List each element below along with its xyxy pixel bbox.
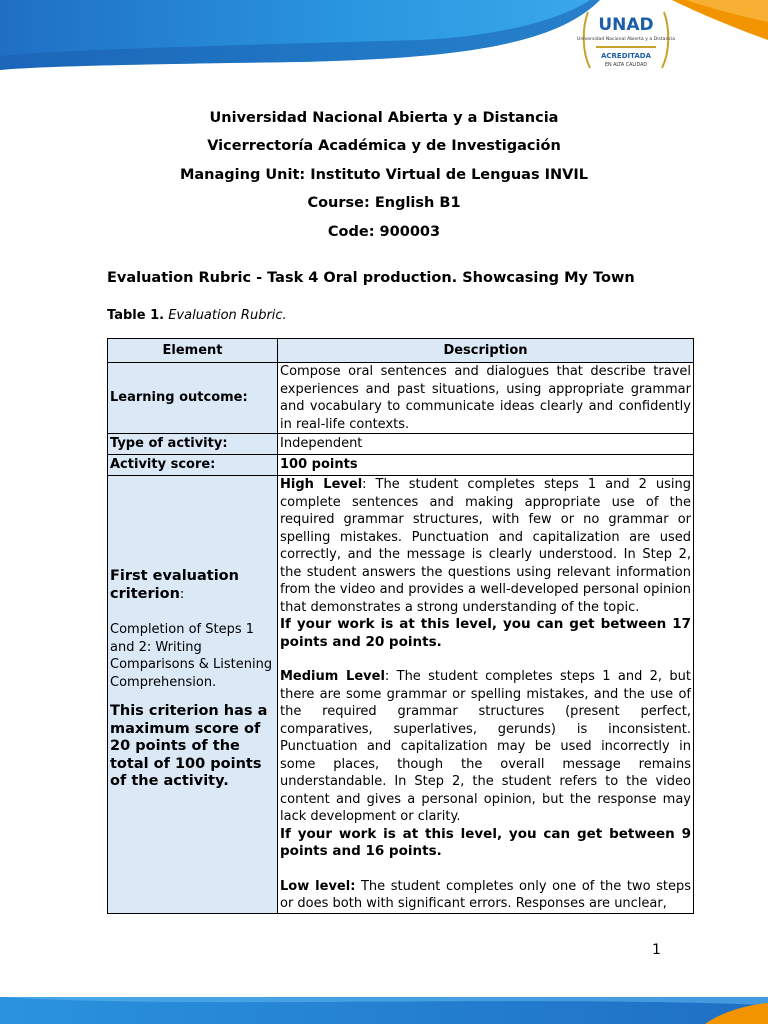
criterion-subtitle: Completion of Steps 1 and 2: Writing Comparisons & Listening Comprehension. bbox=[110, 622, 273, 690]
medium-level-points: If your work is at this level, you can get between 9 points and 16 points. bbox=[280, 825, 691, 859]
bottom-banner bbox=[0, 995, 768, 1024]
unad-logo bbox=[576, 8, 676, 74]
high-level-block bbox=[280, 476, 691, 616]
page-number: 1 bbox=[652, 942, 661, 958]
caption-text: Evaluation Rubric. bbox=[168, 308, 287, 323]
logo-wordmark: UNAD bbox=[598, 15, 654, 35]
header-element: Element bbox=[108, 339, 278, 363]
learning-outcome-label: Learning outcome: bbox=[108, 363, 278, 434]
task-title: Evaluation Rubric - Task 4 Oral production. Showcasing My Town bbox=[107, 270, 635, 286]
course-name: Course: English B1 bbox=[307, 195, 461, 211]
criterion-max-score: This criterion has a maximum score of 20 points of the total of 100 points of the activity. bbox=[110, 703, 268, 789]
activity-score-label: Activity score: bbox=[108, 455, 278, 476]
logo-badge: ACREDITADA bbox=[600, 52, 652, 60]
high-level-text: : The student completes steps 1 and 2 using complete sentences and making appropriate use of the required grammar structures, with few or no grammar or spelling mistakes. Punctuation and capitalization are used correctly, and the message is clearly understood. In Step 2, the student answers the questions using relevant information from the video and provides a well-developed personal opinion that demonstrates a strong understanding of the topic. bbox=[280, 477, 691, 615]
criterion-title: First evaluation criterion bbox=[110, 568, 239, 602]
low-level-label: Low level: bbox=[280, 878, 356, 894]
medium-level-text: : The student completes steps 1 and 2, but there are some grammar or spelling mistakes, and the use of the required grammar structures (present perfect, comparatives, superlatives, gerunds) is inconsistent. Punctuation and capitalization may be used incorrectly in some places, though the overall message remains understandable. In Step 2, the student refers to the video content and gives a personal opinion, but the response may lack development or clarity. bbox=[280, 669, 691, 824]
caption-label: Table 1. bbox=[107, 308, 165, 323]
type-of-activity-label: Type of activity: bbox=[108, 434, 278, 455]
high-level-points: If your work is at this level, you can get between 17 points and 20 points. bbox=[280, 616, 691, 650]
learning-outcome-value: Compose oral sentences and dialogues that describe travel experiences and past situations, using appropriate grammar and vocabulary to communicate ideas clearly and confidently in real-life contexts. bbox=[278, 363, 694, 434]
header-description: Description bbox=[278, 339, 694, 363]
criterion-cell bbox=[108, 476, 278, 914]
medium-level-block bbox=[280, 668, 691, 826]
low-level-block bbox=[280, 878, 691, 913]
table-caption bbox=[107, 308, 287, 323]
logo-subtitle: Universidad Nacional Abierta y a Distancia bbox=[576, 37, 676, 42]
activity-score-value: 100 points bbox=[278, 455, 694, 476]
criterion-levels bbox=[278, 476, 694, 914]
vice-rectory: Vicerrectoría Académica y de Investigación bbox=[207, 138, 561, 154]
high-level-label: High Level bbox=[280, 477, 363, 492]
table-header-row bbox=[108, 339, 694, 363]
low-level-text: The student completes only one of the two steps or does both with significant errors. Responses are unclear, bbox=[280, 878, 691, 911]
activity-score-row bbox=[108, 455, 694, 476]
evaluation-rubric-table bbox=[107, 338, 694, 914]
course-code: Code: 900003 bbox=[327, 224, 441, 240]
learning-outcome-row bbox=[108, 363, 694, 434]
type-of-activity-row bbox=[108, 434, 694, 455]
type-of-activity-value: Independent bbox=[278, 434, 694, 455]
university-name: Universidad Nacional Abierta y a Distancia bbox=[209, 110, 559, 126]
managing-unit: Managing Unit: Instituto Virtual de Lenguas INVIL bbox=[179, 167, 589, 183]
criterion-row bbox=[108, 476, 694, 914]
criterion-heading bbox=[110, 568, 275, 603]
medium-level-label: Medium Level bbox=[280, 669, 385, 684]
logo-badge-sub: EN ALTA CALIDAD bbox=[604, 63, 648, 68]
criterion-title-suffix: : bbox=[179, 586, 185, 602]
